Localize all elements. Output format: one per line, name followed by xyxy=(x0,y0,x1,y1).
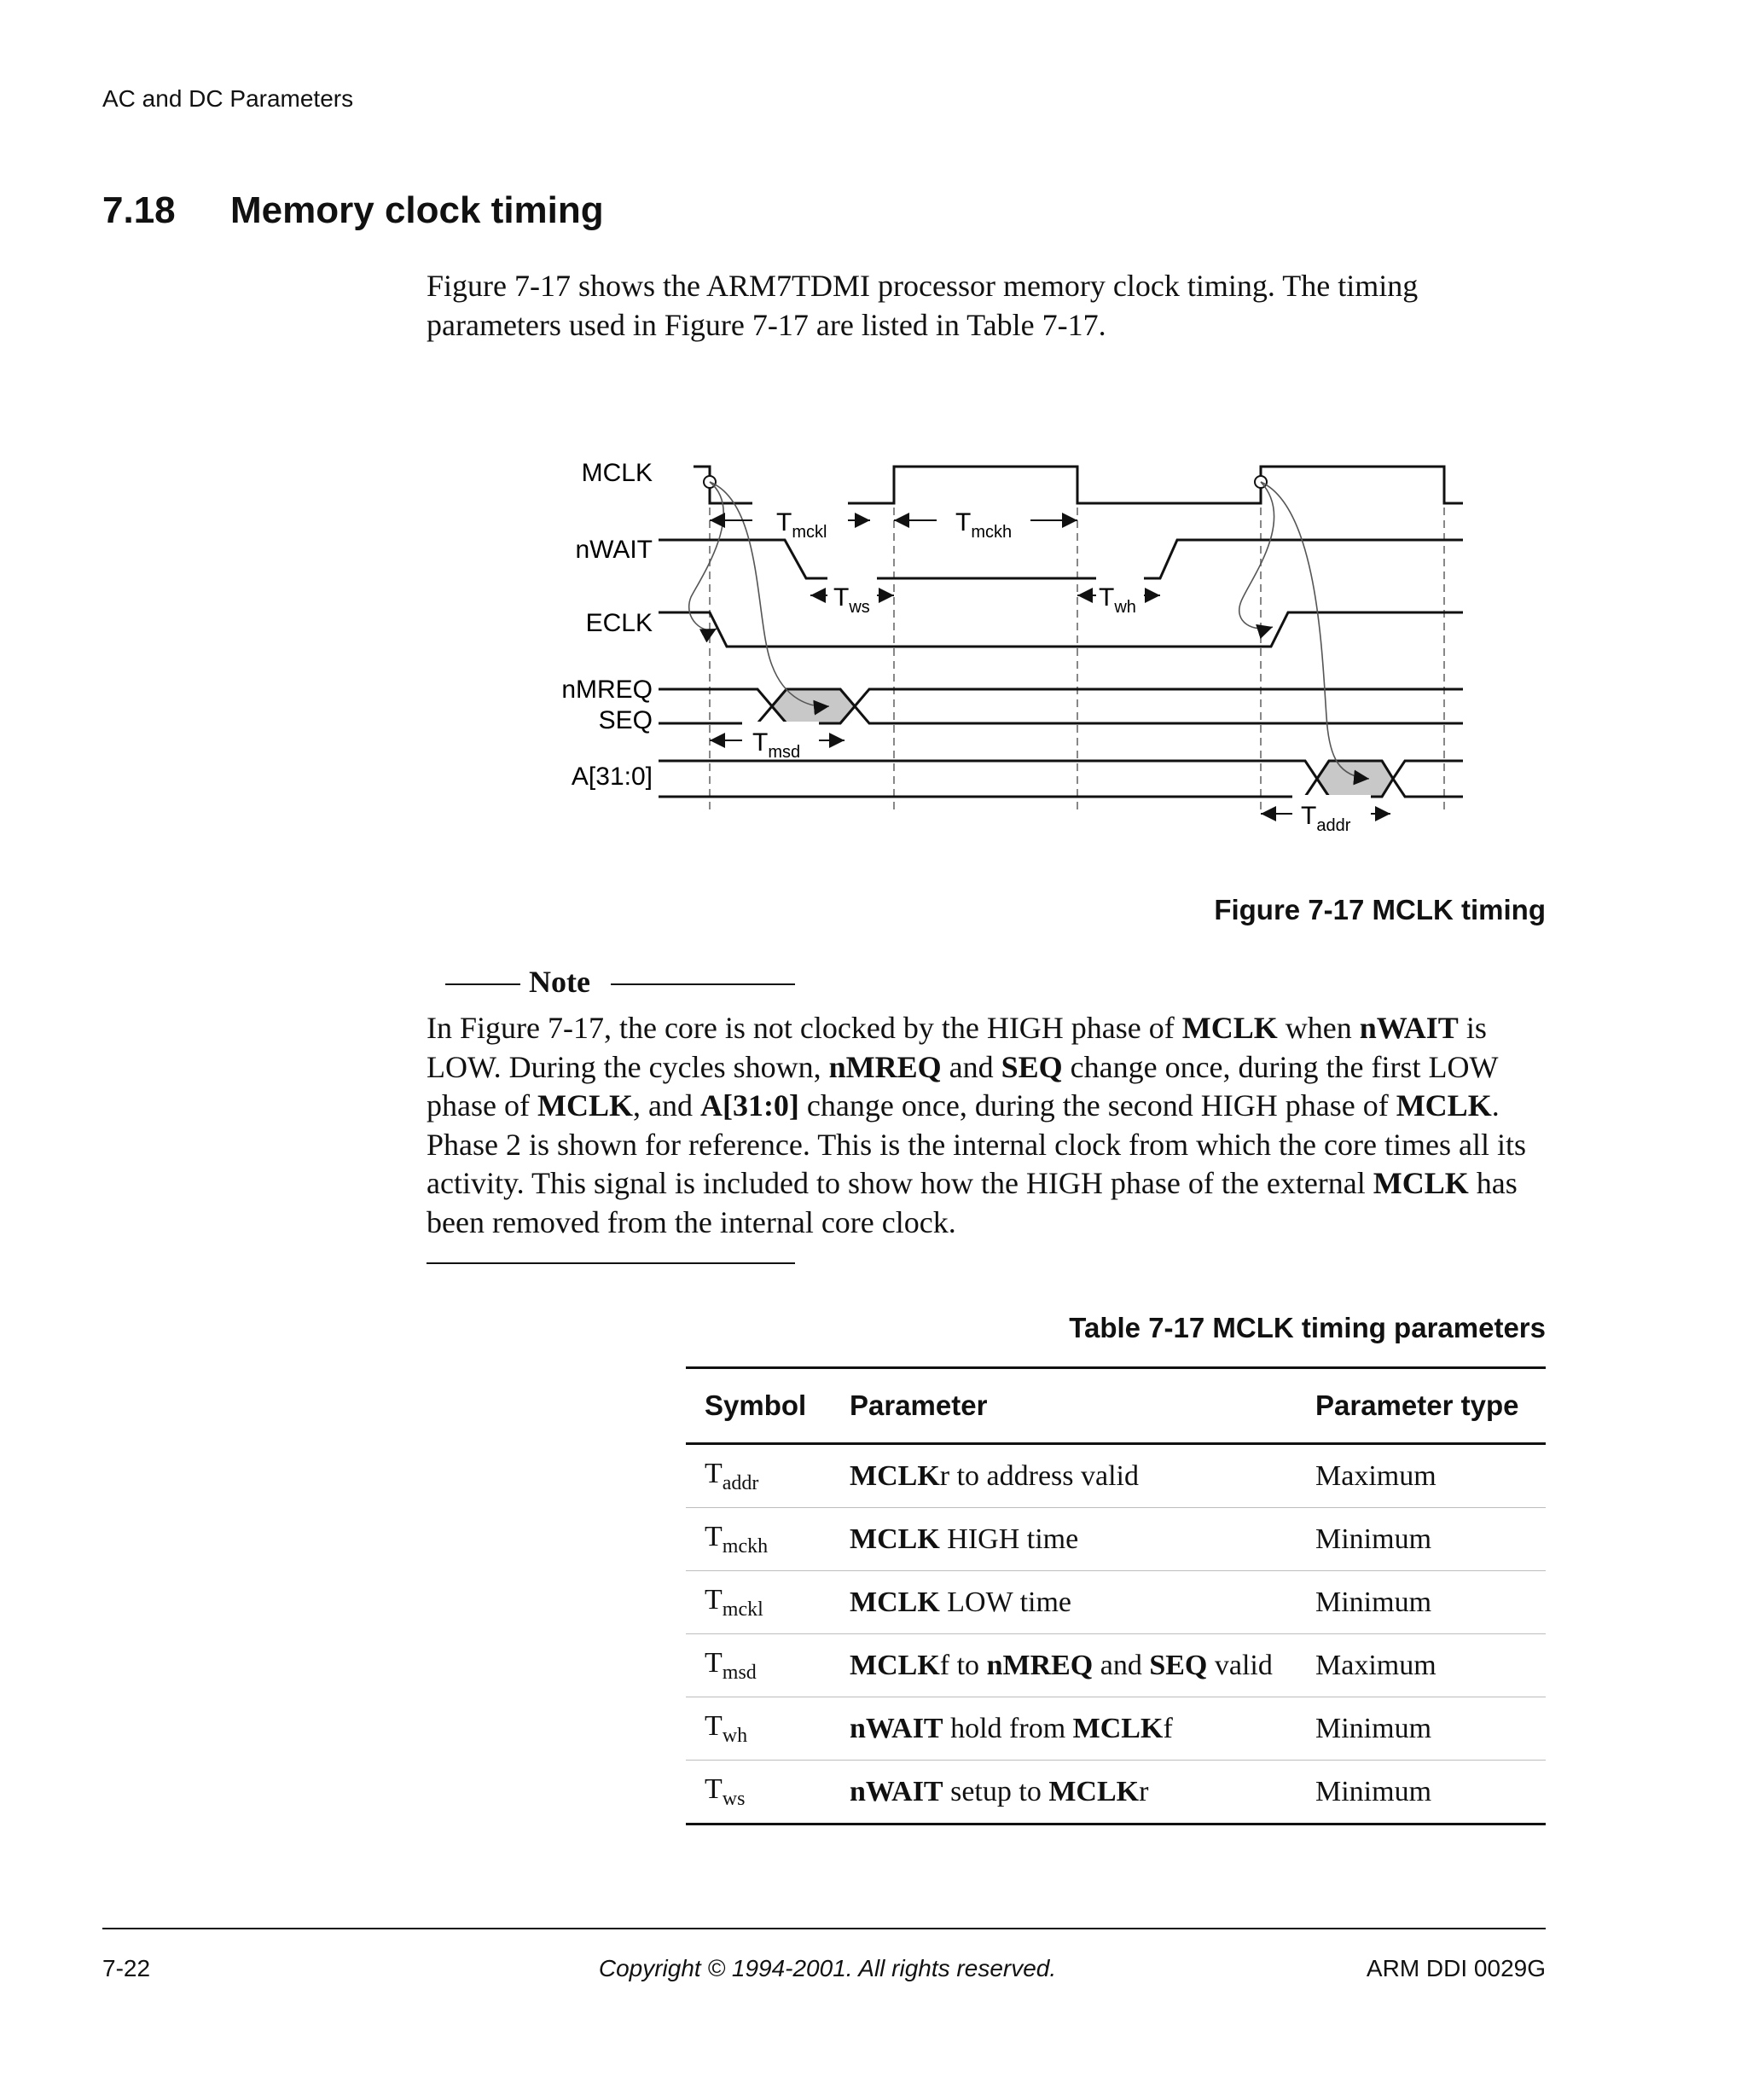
type-cell: Minimum xyxy=(1297,1761,1546,1824)
note-title: Note xyxy=(529,965,590,999)
note-rule-right xyxy=(611,983,795,985)
table-caption: Table 7-17 MCLK timing parameters xyxy=(1069,1312,1546,1343)
note-body: In Figure 7-17, the core is not clocked by the HIGH phase of MCLK when nWAIT is LOW. During the cycles shown, nMREQ and SEQ change once, during the first LOW phase of MCLK, and A[31:0] change once, during the second HIGH phase of MCLK. Phase 2 is shown for reference. This is the internal clock from which the core times all its activity. This signal is included to show how the HIGH phase of the external MCLK has been removed from the internal core clock. xyxy=(427,1011,1526,1239)
col-parameter: Parameter xyxy=(850,1389,988,1421)
causality-curve xyxy=(1261,482,1369,779)
page-number: 7-22 xyxy=(102,1955,151,1981)
parameter-cell: MCLK HIGH time xyxy=(831,1508,1297,1571)
mclk-waveform xyxy=(694,467,1463,503)
tmckh-label: $T_{mckh}$ xyxy=(955,508,1013,542)
type-cell: Maximum xyxy=(1297,1444,1546,1508)
table-row xyxy=(686,1508,1546,1571)
copyright: Copyright © 1994-2001. All rights reserved. xyxy=(598,1955,1057,1981)
symbol-cell: $T_{ws}$ xyxy=(686,1761,831,1824)
parameter-cell: MCLKf to nMREQ and SEQ valid xyxy=(831,1634,1297,1697)
note-rule-left xyxy=(445,983,520,985)
section-number: 7.18 xyxy=(102,189,176,231)
parameter-table xyxy=(686,1366,1546,1825)
addr-shaded xyxy=(1317,761,1393,797)
footer-rule xyxy=(102,1928,1546,1929)
eclk-waveform xyxy=(659,612,1463,647)
tmckl-label: $T_{mckl}$ xyxy=(776,508,827,542)
tws-label: $T_{ws}$ xyxy=(833,583,870,617)
symbol-cell: $T_{mckh}$ xyxy=(686,1508,831,1571)
bus-shaded xyxy=(772,689,855,723)
timing-diagram xyxy=(529,452,1467,844)
taddr-label: $T_{addr}$ xyxy=(1301,802,1351,835)
table-row xyxy=(686,1444,1546,1508)
symbol-cell: $T_{msd}$ xyxy=(686,1634,831,1697)
twh-label: $T_{wh}$ xyxy=(1099,583,1136,617)
label-addr: A[31:0] xyxy=(571,763,653,791)
col-symbol: Symbol xyxy=(705,1389,807,1421)
section-title: Memory clock timing xyxy=(230,189,604,231)
symbol-cell: $T_{wh}$ xyxy=(686,1697,831,1761)
tmsd-label: $T_{msd}$ xyxy=(752,728,801,762)
parameter-cell: nWAIT setup to MCLKr xyxy=(831,1761,1297,1824)
symbol-cell: $T_{addr}$ xyxy=(686,1444,831,1508)
running-header: AC and DC Parameters xyxy=(102,85,354,112)
table-row xyxy=(686,1571,1546,1634)
type-cell: Maximum xyxy=(1297,1634,1546,1697)
table-row xyxy=(686,1761,1546,1824)
label-nwait: nWAIT xyxy=(575,536,653,564)
table-header-row xyxy=(686,1368,1546,1444)
table-row xyxy=(686,1634,1546,1697)
col-type: Parameter type xyxy=(1315,1389,1519,1421)
label-seq: SEQ xyxy=(598,706,653,734)
label-mclk: MCLK xyxy=(581,459,653,487)
parameter-cell: MCLK LOW time xyxy=(831,1571,1297,1634)
parameter-cell: MCLKr to address valid xyxy=(831,1444,1297,1508)
type-cell: Minimum xyxy=(1297,1697,1546,1761)
table-row xyxy=(686,1697,1546,1761)
parameter-cell: nWAIT hold from MCLKf xyxy=(831,1697,1297,1761)
intro-paragraph: Figure 7-17 shows the ARM7TDMI processor memory clock timing. The timing parameters used in Figure 7-17 are listed in Table 7-17. xyxy=(427,269,1419,342)
symbol-cell: $T_{mckl}$ xyxy=(686,1571,831,1634)
label-eclk: ECLK xyxy=(585,609,653,637)
label-nmreq: nMREQ xyxy=(561,676,653,704)
note-rule-bottom xyxy=(427,1262,795,1264)
type-cell: Minimum xyxy=(1297,1508,1546,1571)
doc-id: ARM DDI 0029G xyxy=(1366,1955,1546,1981)
figure-caption: Figure 7-17 MCLK timing xyxy=(1214,894,1546,925)
nwait-waveform xyxy=(659,540,1463,578)
type-cell: Minimum xyxy=(1297,1571,1546,1634)
